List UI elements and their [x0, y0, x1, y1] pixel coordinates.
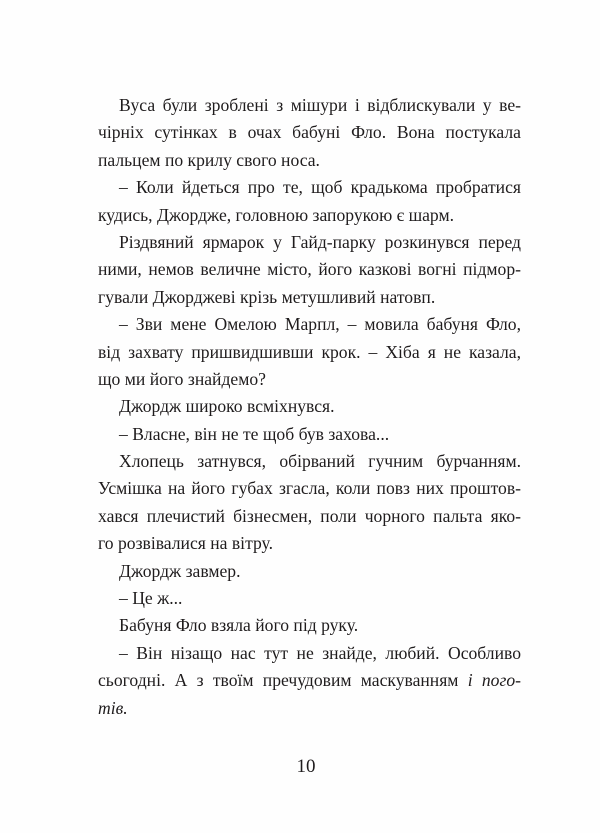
text-line: Усмішка на його губах згасла, коли повз них проштов-	[98, 478, 521, 499]
book-page-text	[98, 92, 521, 722]
text-line	[98, 695, 521, 722]
text-line: – Він нізащо нас тут не знайде, любий. Особливо	[119, 642, 521, 663]
italic-fragment: і пого-	[467, 670, 521, 691]
text-line: що ми його знайдемо?	[98, 368, 266, 389]
text-line: Джордж широко всміхнувся.	[119, 396, 335, 417]
text-line: – Це ж...	[119, 588, 183, 609]
text-line: – Зви мене Омелою Марпл, – мовила бабуня Фло,	[119, 314, 521, 335]
text-line: го розвівалися на вітру.	[98, 533, 273, 554]
text-line: Хлопець затнувся, обірваний гучним бурчанням.	[119, 451, 521, 472]
text-line: Різдвяний ярмарок у Гайд-парку розкинувся перед	[119, 231, 521, 252]
text-line: – Власне, він не те щоб був захова...	[119, 423, 390, 444]
text-line: пальцем по крилу свого носа.	[98, 149, 320, 170]
text-line	[98, 667, 521, 694]
text-line: Бабуня Фло взяла його під руку.	[119, 615, 359, 636]
text-fragment: сьогодні. А з твоїм пречудовим маскуванням	[98, 670, 459, 691]
text-line: Вуса були зроблені з мішури і відблискували у ве-	[119, 95, 521, 115]
text-line: – Коли йдеться про те, щоб крадькома пробратися	[119, 177, 521, 198]
text-line: гували Джорджеві крізь метушливий натовп.	[98, 286, 436, 307]
text-line: від захвату пришвидшивши крок. – Хіба я не казала,	[98, 341, 521, 362]
text-line: хався плечистий бізнесмен, поли чорного пальта яко-	[98, 505, 521, 526]
italic-fragment: тів.	[98, 697, 128, 718]
text-line: кудись, Джордже, головною запорукою є шарм.	[98, 204, 454, 225]
text-line: чірніх сутінках в очах бабуні Фло. Вона постукала	[98, 122, 521, 143]
text-line: ними, немов величне місто, його казкові вогні підмор-	[98, 259, 521, 280]
text-line: Джордж завмер.	[119, 560, 241, 581]
page-number: 10	[296, 756, 316, 777]
